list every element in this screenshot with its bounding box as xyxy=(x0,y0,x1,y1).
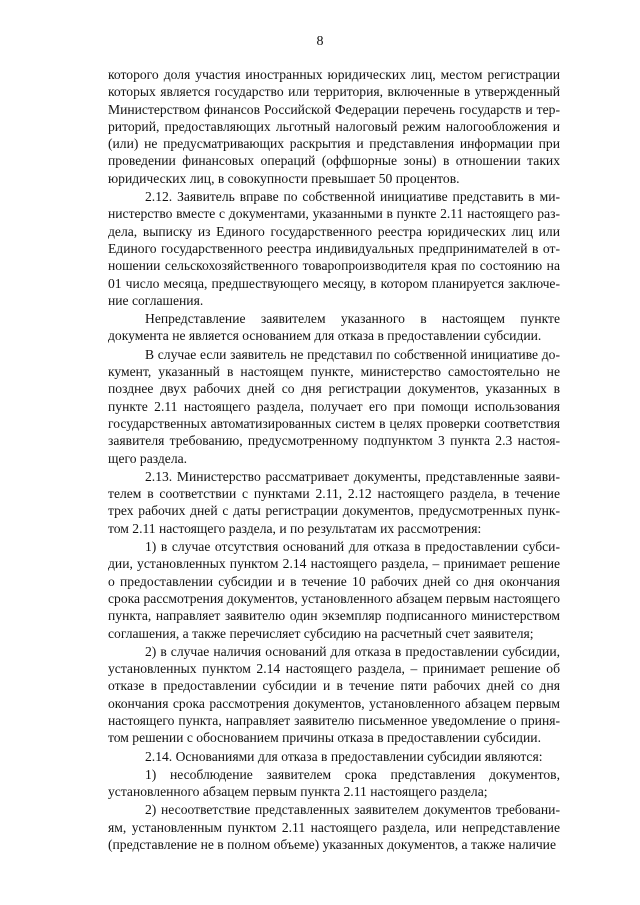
page-number: 8 xyxy=(316,34,324,49)
paragraph-10: 2) несоответствие представленных заявителем документов требованиям, установленным пунктом 2.11 настоящего раздела, или непредставление (представление не в полном объеме) указанных документов, а также наличие xyxy=(108,802,560,853)
paragraph-7: 2) в случае наличия оснований для отказа в предоставлении субсидии, установленных пунктом 2.14 настоящего раздела, – принимает решение об отказе в предоставлении субсидии и в течение пяти рабочих дней со дня окончания срока рассмотрения документов, установленного абзацем первым настоящего пункта, направляет заявителю письменное уведомление о принятом решении с обоснованием причины отказа в предоставлении субсидии. xyxy=(108,643,560,746)
document-body xyxy=(108,66,560,853)
paragraph-3: Непредставление заявителем указанного в настоящем пункте документа не является основанием для отказа в предоставлении субсидии. xyxy=(108,311,560,344)
paragraph-8: 2.14. Основаниями для отказа в предоставлении субсидии являются: xyxy=(145,748,543,764)
paragraph-1: которого доля участия иностранных юридических лиц, местом регистрации которых является государство или территория, включенные в утвержденный Министерством финансов Российской Федерации перечень государств и территорий, предоставляющих льготный налоговый режим налогообложения и (или) не предусматривающих раскрытия и представления информации при проведении финансовых операций (оффшорные зоны) в отношении таких юридических лиц, в совокупности превышает 50 процентов. xyxy=(108,67,560,186)
paragraph-9: 1) несоблюдение заявителем срока представления документов, установленного абзацем первым пункта 2.11 настоящего раздела; xyxy=(108,766,560,800)
paragraph-4: В случае если заявитель не представил по собственной инициативе документ, указанный в настоящем пункте, министерство самостоятельно не позднее двух рабочих дней со дня регистрации документов, указанных в пункте 2.11 настоящего раздела, получает его при помощи использования государственных автоматизированных систем в целях проверки соответствия заявителя требованию, предусмотренному подпунктом 3 пункта 2.3 настоящего раздела. xyxy=(108,346,560,466)
paragraph-5: 2.13. Министерство рассматривает документы, представленные заявителем в соответствии с пунктами 2.11, 2.12 настоящего раздела, в течение трех рабочих дней с даты регистрации документов, предусмотренных пунктом 2.11 настоящего раздела, и по результатам их рассмотрения: xyxy=(108,468,560,536)
paragraph-6: 1) в случае отсутствия оснований для отказа в предоставлении субсидии, установленных пунктом 2.14 настоящего раздела, – принимает решение о предоставлении субсидии и в течение 10 рабочих дней со дня окончания срока рассмотрения документов, установленного абзацем первым настоящего пункта, направляет заявителю один экземпляр подписанного министерством соглашения, а также перечисляет субсидию на расчетный счет заявителя; xyxy=(108,539,560,641)
paragraph-2: 2.12. Заявитель вправе по собственной инициативе представить в министерство вместе с документами, указанными в пункте 2.11 настоящего раздела, выписку из Единого государственного реестра юридических лиц или Единого государственного реестра индивидуальных предпринимателей в отношении сельскохозяйственного товаропроизводителя края по состоянию на 01 число месяца, предшествующего месяцу, в котором планируется заключение соглашения. xyxy=(108,189,560,308)
